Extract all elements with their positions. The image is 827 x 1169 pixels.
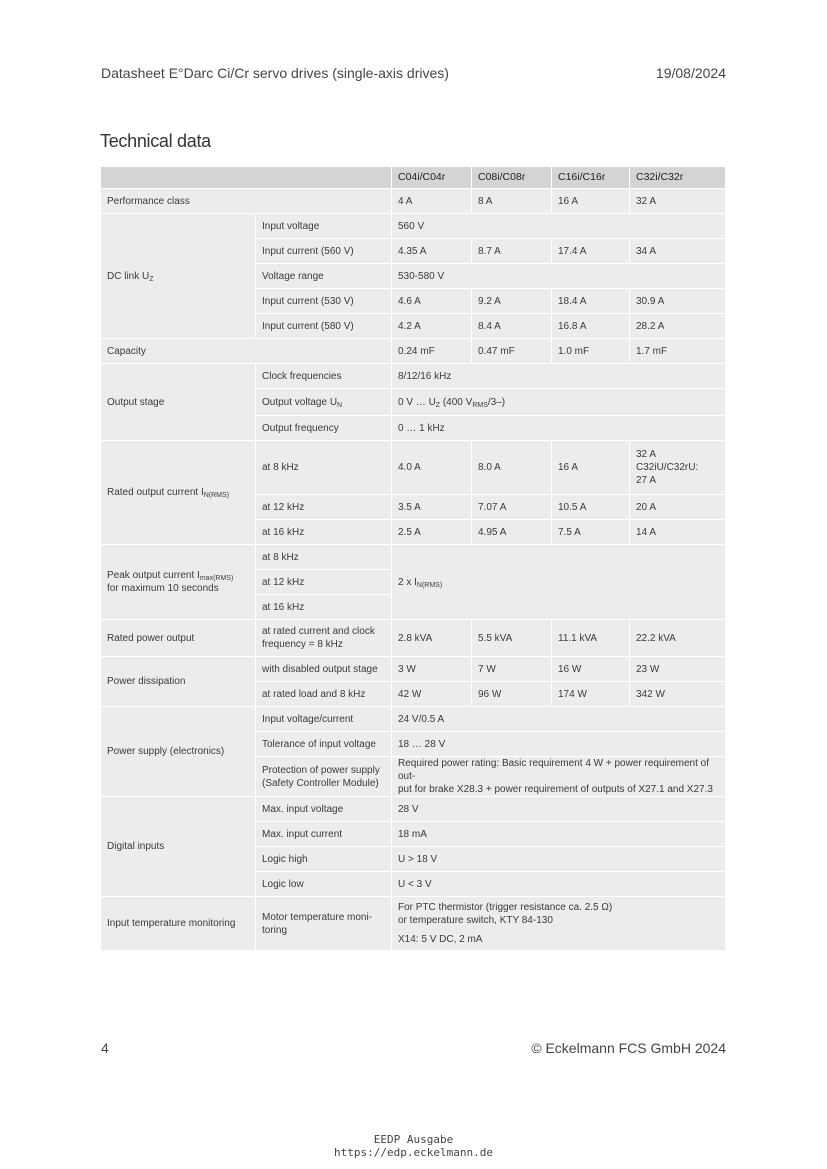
document-title: Datasheet E°Darc Ci/Cr servo drives (single-axis drives) [101,65,449,81]
table-cell: 18 mA [392,822,726,847]
row-label: with disabled output stage [256,657,392,682]
table-cell: 24 V/0.5 A [392,707,726,732]
table-cell: 96 W [472,682,552,707]
table-cell: 8.4 A [472,314,552,339]
table-cell: 42 W [392,682,472,707]
row-label: Motor temperature moni- toring [256,897,392,951]
cell-value: 32 A [636,449,657,460]
row-label: Input current (560 V) [256,239,392,264]
table-cell: 8/12/16 kHz [392,364,726,389]
table-cell: For PTC thermistor (trigger resistance ca. 2.5 Ω) or temperature switch, KTY 84-130 X14: 5 V DC, 2 mA [392,897,726,951]
table-cell: 23 W [630,657,726,682]
table-row [101,364,726,389]
copyright-notice: © Eckelmann FCS GmbH 2024 [531,1040,726,1056]
table-cell: 3 W [392,657,472,682]
row-label: Input voltage [256,214,392,239]
column-header: C08i/C08r [472,167,552,189]
row-label: Performance class [101,189,392,214]
table-cell: 18.4 A [552,289,630,314]
table-cell: 18 … 28 V [392,732,726,757]
table-cell: 4.95 A [472,520,552,545]
table-cell: 4.35 A [392,239,472,264]
table-cell: U < 3 V [392,872,726,897]
table-cell: 8.0 A [472,441,552,495]
table-cell: 7.5 A [552,520,630,545]
column-header: C16i/C16r [552,167,630,189]
table-cell: 22.2 kVA [630,620,726,657]
row-label: Input current (580 V) [256,314,392,339]
table-cell: 4 A [392,189,472,214]
group-label-power-dissipation: Power dissipation [101,657,256,707]
table-row [101,545,726,570]
table-cell: 1.0 mF [552,339,630,364]
group-label-digital-inputs: Digital inputs [101,797,256,897]
table-cell: 560 V [392,214,726,239]
table-cell: Required power rating: Basic requirement 4 W + power requirement of out- put for brake X28.3 + power requirement of outputs of X27.1 and X27.3 [392,757,726,797]
table-row [101,657,726,682]
group-label-temperature-monitoring: Input temperature monitoring [101,897,256,951]
row-label: Clock frequencies [256,364,392,389]
row-label: at 12 kHz [256,495,392,520]
group-label-rated-output-current: Rated output current $I_{N(RMS)}$ [101,441,256,545]
table-cell: 20 A [630,495,726,520]
column-header: C32i/C32r [630,167,726,189]
row-label: Input current (530 V) [256,289,392,314]
table-cell: 9.2 A [472,289,552,314]
column-header: C04i/C04r [392,167,472,189]
document-date: 19/08/2024 [655,65,726,81]
table-cell: 17.4 A [552,239,630,264]
table-cell: 2.5 A [392,520,472,545]
group-label-rated-power-output: Rated power output [101,620,256,657]
table-cell: 28 V [392,797,726,822]
row-label: Tolerance of input voltage [256,732,392,757]
row-label: Capacity [101,339,392,364]
row-label: Input voltage/current [256,707,392,732]
table-cell: 34 A [630,239,726,264]
table-cell: 7.07 A [472,495,552,520]
table-cell: 16 W [552,657,630,682]
row-label: at 8 kHz [256,441,392,495]
table-cell: 28.2 A [630,314,726,339]
cell-note-value: 27 A [636,475,657,486]
table-cell: 1.7 mF [630,339,726,364]
table-cell: 11.1 kVA [552,620,630,657]
row-label: Logic low [256,872,392,897]
table-cell: 10.5 A [552,495,630,520]
table-cell: 16 A [552,189,630,214]
group-label-dc-link: DC link $U_Z$ [101,214,256,339]
table-cell: U > 18 V [392,847,726,872]
table-cell: 3.5 A [392,495,472,520]
table-cell: 16.8 A [552,314,630,339]
page-number: 4 [101,1040,109,1056]
row-label: Output voltage $U_N$ [256,389,392,416]
table-cell: 4.2 A [392,314,472,339]
table-row [101,707,726,732]
watermark-url: https://edp.eckelmann.de [334,1146,493,1159]
header-empty-cell [101,167,392,189]
table-row [101,897,726,951]
row-label: Output frequency [256,416,392,441]
row-label: at rated load and 8 kHz [256,682,392,707]
table-cell: 0 V … $U_Z$ (400 $V_{RMS}/3-$) [392,389,726,416]
table-cell: 8 A [472,189,552,214]
table-row [101,339,726,364]
table-cell: 32 A [630,189,726,214]
table-row [101,620,726,657]
section-title: Technical data [100,131,211,151]
row-label: at 16 kHz [256,520,392,545]
row-label: at 16 kHz [256,595,392,620]
row-label: at 8 kHz [256,545,392,570]
table-cell [630,441,726,495]
row-label: Voltage range [256,264,392,289]
table-cell: 0.24 mF [392,339,472,364]
table-row [101,189,726,214]
table-cell: 4.0 A [392,441,472,495]
table-header-row [101,167,726,189]
row-label: Protection of power supply (Safety Controller Module) [256,757,392,797]
table-cell: 2 x $I_{N(RMS)}$ [392,545,726,620]
cell-note-label: C32iU/C32rU: [636,462,699,473]
table-cell: 5.5 kVA [472,620,552,657]
table-cell: 7 W [472,657,552,682]
row-label: Logic high [256,847,392,872]
watermark-line-1: EEDP Ausgabe [373,1133,454,1146]
table-cell: 530-580 V [392,264,726,289]
table-row [101,797,726,822]
group-label-output-stage: Output stage [101,364,256,441]
table-cell: 16 A [552,441,630,495]
table-cell: 8.7 A [472,239,552,264]
row-label: Max. input voltage [256,797,392,822]
table-cell: 4.6 A [392,289,472,314]
row-label: at rated current and clock frequency = 8 kHz [256,620,392,657]
row-label: Max. input current [256,822,392,847]
table-row [101,441,726,495]
group-label-power-supply: Power supply (electronics) [101,707,256,797]
table-cell: 174 W [552,682,630,707]
table-cell: 30.9 A [630,289,726,314]
table-cell: 0 … 1 kHz [392,416,726,441]
watermark [0,1133,827,1159]
group-label-peak-output-current: Peak output current $I_{max(RMS)}$ for maximum 10 seconds [101,545,256,620]
table-cell: 2.8 kVA [392,620,472,657]
table-cell: 0.47 mF [472,339,552,364]
technical-data-table [100,166,726,951]
table-cell: 342 W [630,682,726,707]
table-cell: 14 A [630,520,726,545]
row-label: at 12 kHz [256,570,392,595]
table-row [101,214,726,239]
